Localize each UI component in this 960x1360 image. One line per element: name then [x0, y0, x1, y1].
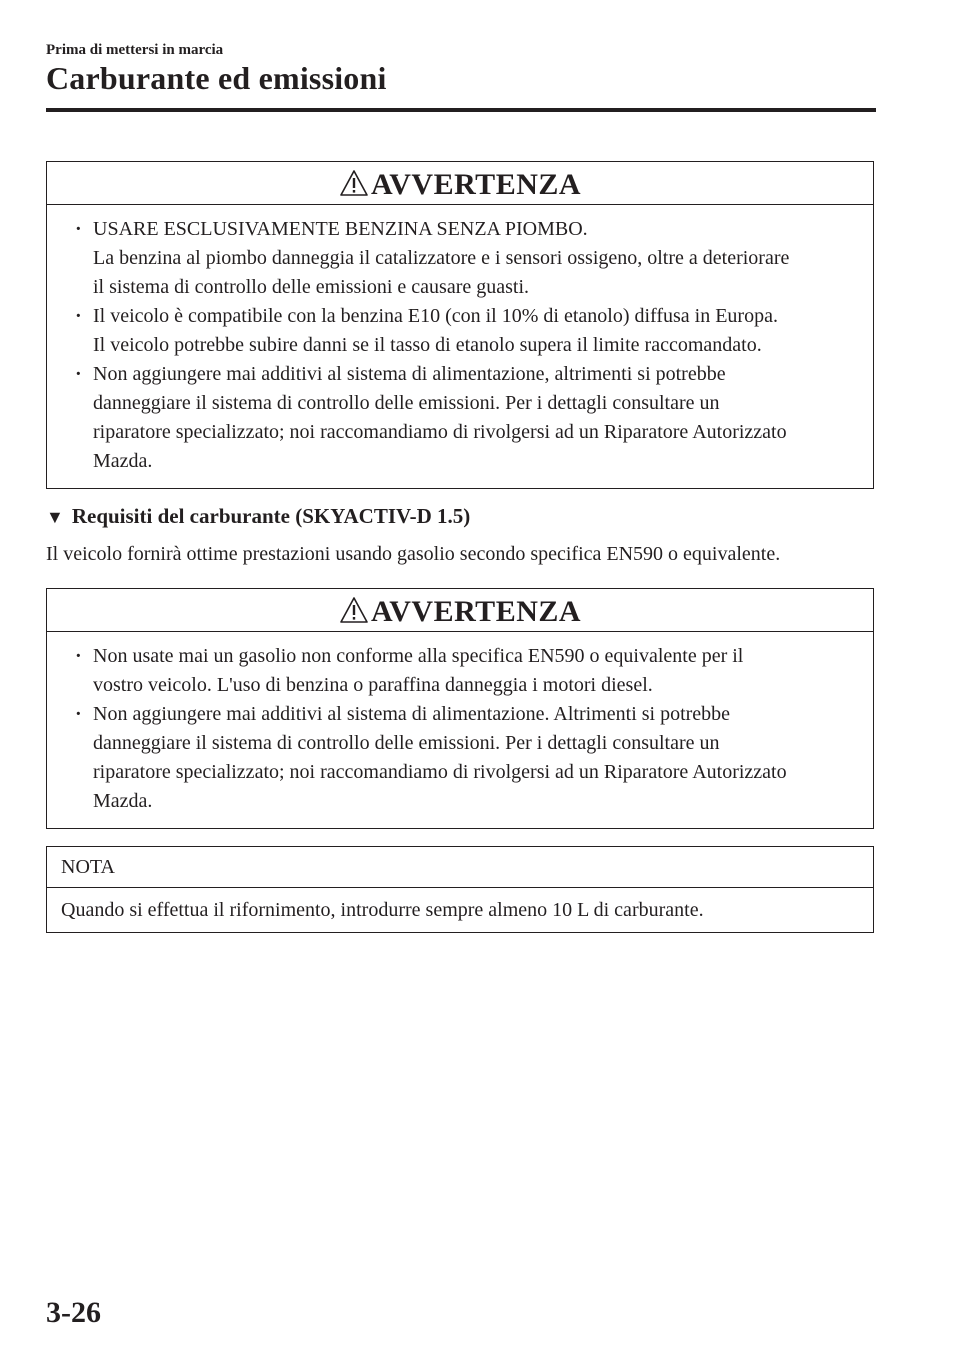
section-label: Prima di mettersi in marcia — [46, 42, 224, 58]
warning-bullet — [61, 302, 859, 360]
warning-body — [47, 632, 873, 828]
note-box — [46, 846, 874, 933]
warning-title: AVVERTENZA — [370, 595, 582, 628]
bullet-line: · USARE ESCLUSIVAMENTE BENZINA SENZA PIOMBO. — [93, 218, 588, 240]
section-heading-text: Requisiti del carburante (SKYACTIV-D 1.5) — [71, 504, 471, 528]
bullet-line: danneggiare il sistema di controllo delle emissioni. Per i dettagli consultare un — [93, 732, 720, 754]
bullet-line: · Il veicolo è compatibile con la benzina E10 (con il 10% di etanolo) diffusa in Europa. — [93, 305, 778, 327]
bullet-line: · Non aggiungere mai additivi al sistema di alimentazione, altrimenti si potrebbe — [93, 363, 726, 385]
bullet-line: · Non aggiungere mai additivi al sistema di alimentazione. Altrimenti si potrebbe — [93, 703, 731, 725]
bullet-line: vostro veicolo. L'uso di benzina o paraffina danneggia i motori diesel. — [93, 674, 653, 696]
bullet-line: riparatore specializzato; noi raccomandiamo di rivolgersi ad un Riparatore Autorizzato — [93, 421, 787, 443]
bullet-line: La benzina al piombo danneggia il catalizzatore e i sensori ossigeno, oltre a deteriorare — [93, 247, 790, 269]
bullet-line: riparatore specializzato; noi raccomandiamo di rivolgersi ad un Riparatore Autorizzato — [93, 761, 787, 783]
warning-bullet — [61, 642, 859, 700]
page-title: Carburante ed emissioni — [46, 60, 387, 96]
warning-bullet — [61, 215, 859, 302]
bullet-line: Il veicolo potrebbe subire danni se il tasso di etanolo supera il limite raccomandato. — [93, 334, 762, 356]
warning-box-1 — [46, 161, 874, 489]
warning-body — [47, 205, 873, 488]
section-heading — [46, 504, 470, 529]
bullet-line: · Non usate mai un gasolio non conforme alla specifica EN590 o equivalente per il — [93, 645, 744, 667]
warning-bullet — [61, 700, 859, 816]
bullet-line: Mazda. — [93, 790, 153, 812]
warning-triangle-icon — [339, 169, 369, 197]
warning-header — [47, 589, 873, 632]
bullet-line: danneggiare il sistema di controllo delle emissioni. Per i dettagli consultare un — [93, 392, 720, 414]
warning-header — [47, 162, 873, 205]
section-paragraph: Il veicolo fornirà ottime prestazioni usando gasolio secondo specifica EN590 o equivalente. — [46, 543, 781, 565]
warning-triangle-icon — [339, 596, 369, 624]
warning-bullet — [61, 360, 859, 476]
header-divider — [46, 108, 876, 112]
bullet-line: il sistema di controllo delle emissioni e causare guasti. — [93, 276, 530, 298]
warning-title: AVVERTENZA — [370, 168, 582, 201]
note-header — [47, 847, 873, 888]
bullet-line: Mazda. — [93, 450, 153, 472]
note-title: NOTA — [61, 855, 115, 878]
warning-box-2 — [46, 588, 874, 829]
note-text: Quando si effettua il rifornimento, introdurre sempre almeno 10 L di carburante. — [61, 899, 704, 921]
down-triangle-icon: ▼ — [46, 507, 64, 527]
page-number: 3-26 — [46, 1296, 101, 1329]
